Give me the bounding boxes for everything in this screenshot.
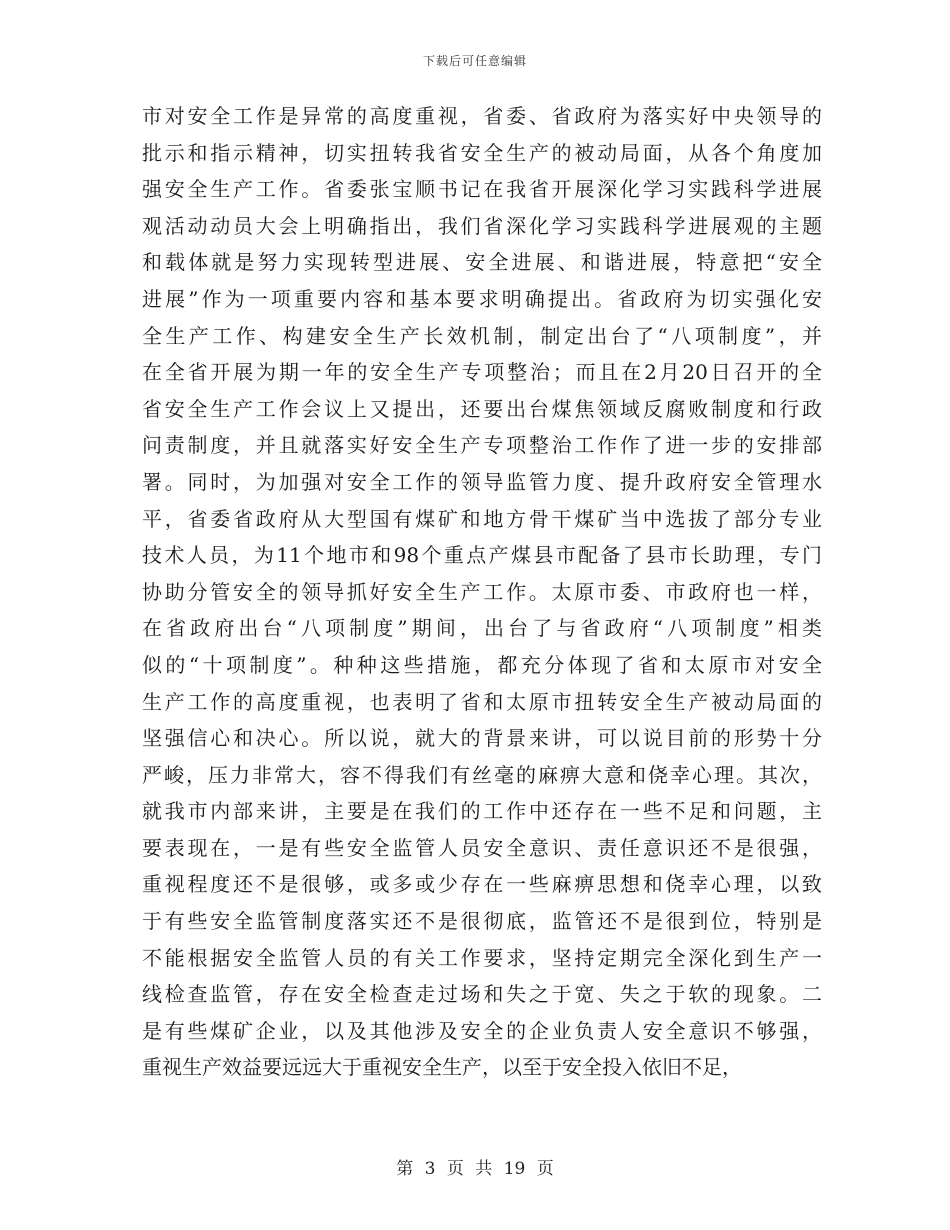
text-line: 批示和指示精神，切实扭转我省安全生产的被动局面，从各个角度加 (142, 140, 822, 165)
text-line: 是有些煤矿企业，以及其他涉及安全的企业负责人安全意识不够强， (142, 1018, 822, 1043)
text-line: 不能根据安全监管人员的有关工作要求，坚持定期完全深化到生产一 (142, 945, 822, 970)
text-line: 省安全生产工作会议上又提出，还要出台煤焦领域反腐败制度和行政 (142, 396, 822, 421)
body-text (142, 98, 822, 1086)
text-line: 严峻，压力非常大，容不得我们有丝毫的麻痹大意和侥幸心理。其次， (142, 762, 822, 787)
text-line: 生产工作的高度重视，也表明了省和太原市扭转安全生产被动局面的 (142, 689, 822, 714)
text-line: 和载体就是努力实现转型进展、安全进展、和谐进展，特意把“安全 (142, 250, 822, 275)
text-line: 就我市内部来讲，主要是在我们的工作中还存在一些不足和问题，主 (142, 799, 822, 824)
text-line: 要表现在，一是有些安全监管人员安全意识、责任意识还不是很强， (142, 835, 822, 860)
text-line: 署。同时，为加强对安全工作的领导监管力度、提升政府安全管理水 (142, 469, 822, 494)
text-line: 平，省委省政府从大型国有煤矿和地方骨干煤矿当中选拔了部分专业 (142, 506, 822, 531)
text-line: 似的“十项制度”。种种这些措施，都充分体现了省和太原市对安全 (142, 652, 822, 677)
page-number: 第 3 页 共 19 页 (396, 1159, 554, 1179)
text-line: 坚强信心和决心。所以说，就大的背景来讲，可以说目前的形势十分 (142, 726, 822, 751)
text-line: 问责制度，并且就落实好安全生产专项整治工作作了进一步的安排部 (142, 433, 822, 458)
text-line: 在省政府出台“八项制度”期间，出台了与省政府“八项制度”相类 (142, 616, 822, 641)
page-header-note: 下载后可任意编辑 (422, 54, 527, 68)
text-line: 于有些安全监管制度落实还不是很彻底，监管还不是很到位，特别是 (142, 909, 822, 934)
text-line: 强安全生产工作。省委张宝顺书记在我省开展深化学习实践科学进展 (142, 177, 822, 202)
text-line: 重视程度还不是很够，或多或少存在一些麻痹思想和侥幸心理，以致 (142, 872, 822, 897)
text-line: 进展”作为一项重要内容和基本要求明确提出。省政府为切实强化安 (142, 286, 822, 311)
text-line: 技术人员，为11个地市和98个重点产煤县市配备了县市长助理，专门 (142, 543, 822, 568)
text-line: 在全省开展为期一年的安全生产专项整治；而且在2月20日召开的全 (142, 360, 822, 385)
text-line: 全生产工作、构建安全生产长效机制，制定出台了“八项制度”，并 (142, 323, 822, 348)
text-line: 线检查监管，存在安全检查走过场和失之于宽、失之于软的现象。二 (142, 982, 822, 1007)
text-line: 观活动动员大会上明确指出，我们省深化学习实践科学进展观的主题 (142, 213, 822, 238)
text-line: 协助分管安全的领导抓好安全生产工作。太原市委、市政府也一样， (142, 579, 822, 604)
text-line: 重视生产效益要远远大于重视安全生产，以至于安全投入依旧不足， (142, 1055, 742, 1080)
text-line: 市对安全工作是异常的高度重视，省委、省政府为落实好中央领导的 (142, 104, 822, 128)
